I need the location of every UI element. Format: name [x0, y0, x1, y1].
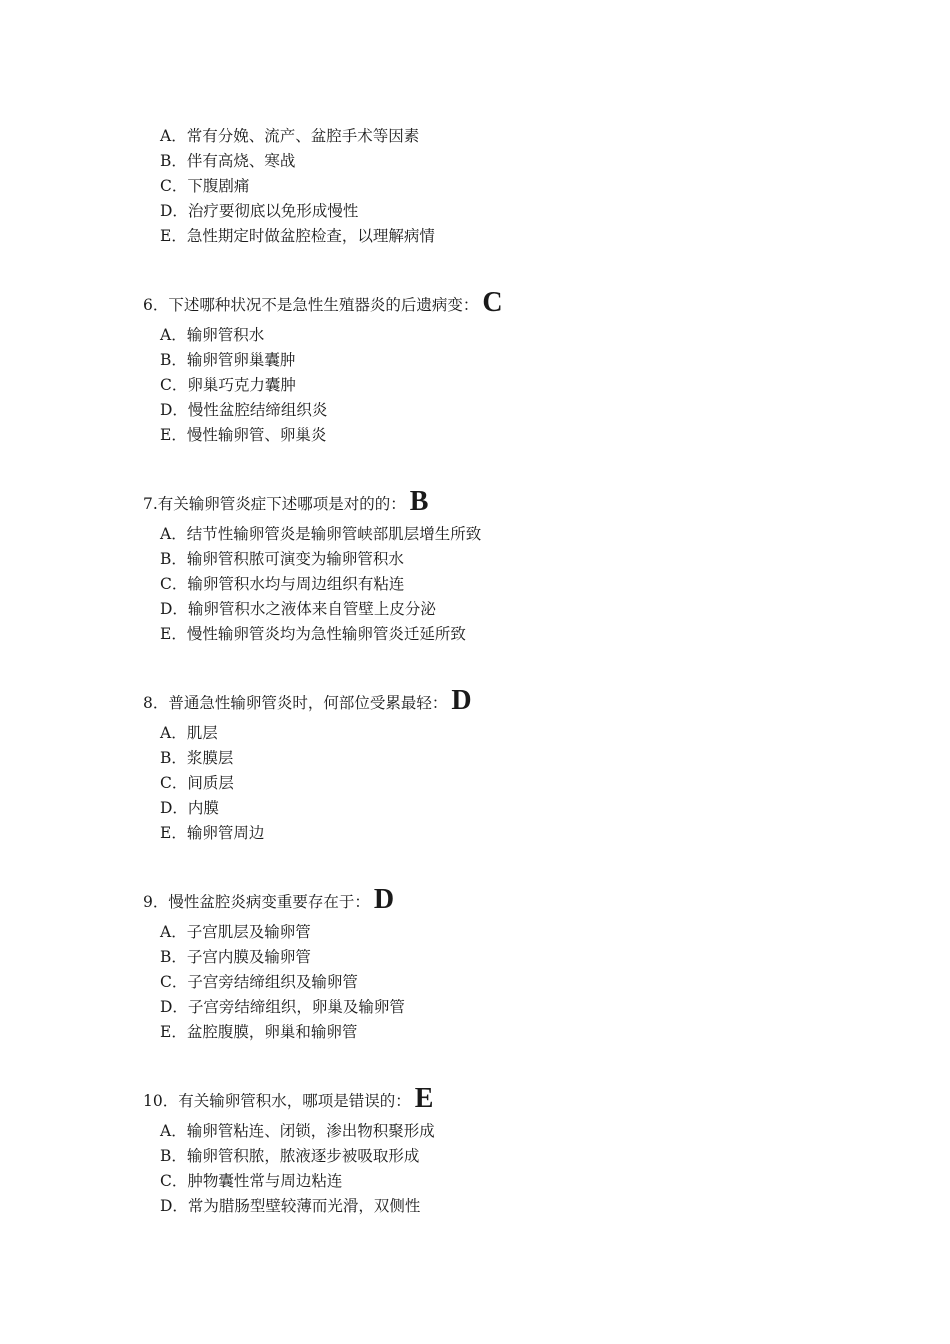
option-a: A．肌层: [160, 724, 218, 742]
option-e: E．急性期定时做盆腔检查，以理解病情: [160, 226, 435, 245]
option-a: A．子宫肌层及输卵管: [160, 923, 311, 941]
option-a: A．结节性输卵管炎是输卵管峡部肌层增生所致: [160, 525, 482, 543]
option-e: E．慢性输卵管炎均为急性输卵管炎迁延所致: [160, 624, 466, 643]
option-b: B．输卵管卵巢囊肿: [160, 350, 296, 369]
option-d: D．常为腊肠型壁较薄而光滑，双侧性: [160, 1196, 421, 1215]
answer-letter: D: [451, 685, 472, 716]
option-a: A．输卵管粘连、闭锁，渗出物积聚形成: [160, 1122, 435, 1140]
option-b: B．输卵管积脓可演变为输卵管积水: [160, 549, 404, 568]
option-c: C．肿物囊性常与周边粘连: [160, 1171, 343, 1190]
question-text: 10．有关输卵管积水，哪项是错误的：: [143, 1092, 411, 1110]
option-c: C．间质层: [160, 773, 234, 792]
options-list: [160, 522, 481, 646]
option-e: E．输卵管周边: [160, 823, 265, 842]
answer-letter: C: [482, 287, 503, 318]
question-text: 9．慢性盆腔炎病变重要存在于：: [143, 893, 370, 911]
option-b: B．伴有高烧、寒战: [160, 151, 296, 170]
answer-letter: B: [409, 486, 429, 517]
options-list: [160, 920, 405, 1044]
question-stem: [143, 488, 428, 516]
answer-letter: D: [373, 884, 395, 915]
question-text: 8．普通急性输卵管炎时，何部位受累最轻：: [143, 694, 448, 712]
option-b: B．子宫内膜及输卵管: [160, 947, 311, 966]
question-stem: [143, 687, 472, 715]
question-stem: [143, 886, 394, 914]
options-list: [160, 721, 264, 845]
question-stem: [143, 1085, 433, 1113]
question-text: 7.有关输卵管炎症下述哪项是对的的：: [143, 495, 406, 513]
options-list: [160, 323, 327, 447]
answer-letter: E: [414, 1083, 434, 1114]
question-text: 6．下述哪种状况不是急性生殖器炎的后遗病变：: [143, 296, 479, 314]
options-list: [160, 1119, 435, 1219]
option-d: D．输卵管积水之液体来自管壁上皮分泌: [160, 599, 436, 618]
option-c: C．下腹剧痛: [160, 176, 250, 195]
options-list: [160, 124, 435, 248]
option-c: C．输卵管积水均与周边组织有粘连: [160, 574, 405, 593]
option-e: E．慢性输卵管、卵巢炎: [160, 425, 327, 444]
question-stem: [143, 289, 503, 317]
option-c: C．子宫旁结缔组织及输卵管: [160, 972, 358, 991]
option-c: C．卵巢巧克力囊肿: [160, 375, 296, 394]
option-d: D．子宫旁结缔组织，卵巢及输卵管: [160, 997, 405, 1016]
option-e: E．盆腔腹膜，卵巢和输卵管: [160, 1022, 358, 1041]
option-d: D．内膜: [160, 798, 219, 817]
option-b: B．输卵管积脓，脓液逐步被吸取形成: [160, 1146, 420, 1165]
option-a: A．常有分娩、流产、盆腔手术等因素: [160, 127, 420, 145]
option-b: B．浆膜层: [160, 748, 234, 767]
option-d: D．治疗要彻底以免形成慢性: [160, 201, 359, 220]
option-d: D．慢性盆腔结缔组织炎: [160, 400, 328, 419]
option-a: A．输卵管积水: [160, 326, 265, 344]
